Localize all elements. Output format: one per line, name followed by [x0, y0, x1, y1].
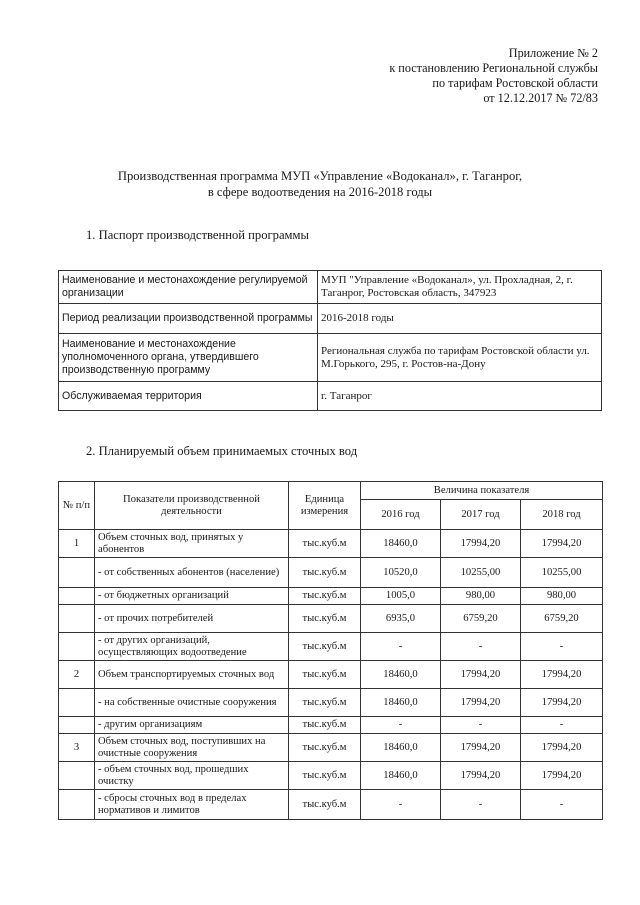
title-line-1: Производственная программа МУП «Управление «Водоканал», г. Таганрог, [117, 169, 523, 183]
row-num-cell [59, 588, 95, 605]
row-num-cell [59, 633, 95, 661]
row-2017-cell: 17994,20 [441, 689, 521, 717]
passport-row [59, 304, 602, 334]
row-2017-cell: - [441, 790, 521, 820]
row-2017-cell: - [441, 633, 521, 661]
row-2018-cell: - [521, 790, 603, 820]
volume-table [58, 481, 603, 820]
row-unit-cell: тыс.куб.м [289, 689, 361, 717]
table-row [59, 558, 603, 588]
table-row [59, 689, 603, 717]
table-row [59, 790, 603, 820]
row-2016-cell: - [361, 790, 441, 820]
row-unit-cell: тыс.куб.м [289, 717, 361, 734]
row-2018-cell: 17994,20 [521, 689, 603, 717]
appendix-line-4: от 12.12.2017 № 72/83 [483, 91, 598, 105]
row-num-cell: 1 [59, 530, 95, 558]
passport-value: г. Таганрог [318, 382, 602, 411]
row-2016-cell: 18460,0 [361, 530, 441, 558]
row-2018-cell: 6759,20 [521, 605, 603, 633]
row-name-cell: - объем сточных вод, прошедших очистку [95, 762, 289, 790]
header-2016: 2016 год [361, 500, 441, 530]
row-num-cell [59, 717, 95, 734]
row-unit-cell: тыс.куб.м [289, 790, 361, 820]
row-2016-cell: 10520,0 [361, 558, 441, 588]
row-2016-cell: 18460,0 [361, 661, 441, 689]
row-name-cell: - сбросы сточных вод в пределах нормативов и лимитов [95, 790, 289, 820]
row-2017-cell: 17994,20 [441, 762, 521, 790]
row-2018-cell: 980,00 [521, 588, 603, 605]
row-name-cell: - от других организаций, осуществляющих водоотведение [95, 633, 289, 661]
appendix-line-2: к постановлению Региональной службы [389, 61, 598, 75]
header-indicator: Показатели производственной деятельности [95, 482, 289, 530]
appendix-line-3: по тарифам Ростовской области [432, 76, 598, 90]
row-2016-cell: 18460,0 [361, 734, 441, 762]
row-2017-cell: 980,00 [441, 588, 521, 605]
row-2016-cell: - [361, 717, 441, 734]
row-num-cell [59, 605, 95, 633]
row-num-cell [59, 558, 95, 588]
table-row [59, 762, 603, 790]
row-2016-cell: 6935,0 [361, 605, 441, 633]
passport-row [59, 334, 602, 382]
row-unit-cell: тыс.куб.м [289, 588, 361, 605]
row-2018-cell: 17994,20 [521, 762, 603, 790]
header-value-group: Величина показателя [361, 482, 603, 500]
row-unit-cell: тыс.куб.м [289, 530, 361, 558]
passport-key: Наименование и местонахождение уполномоченного органа, утвердившего производственную программу [59, 334, 318, 382]
row-2018-cell: 17994,20 [521, 530, 603, 558]
row-2016-cell: 18460,0 [361, 762, 441, 790]
table-row [59, 717, 603, 734]
row-name-cell: - от собственных абонентов (население) [95, 558, 289, 588]
row-2016-cell: 1005,0 [361, 588, 441, 605]
row-num-cell: 2 [59, 661, 95, 689]
row-2018-cell: 17994,20 [521, 734, 603, 762]
passport-key: Обслуживаемая территория [59, 382, 318, 411]
header-row [59, 482, 603, 500]
table-row [59, 605, 603, 633]
document-title [0, 168, 640, 200]
row-num-cell [59, 689, 95, 717]
row-num-cell [59, 762, 95, 790]
passport-value: Региональная служба по тарифам Ростовской области ул. М.Горького, 295, г. Ростов-на-Дону [318, 334, 602, 382]
passport-value: МУП "Управление «Водоканал», ул. Прохладная, 2, г. Таганрог, Ростовская область, 347923 [318, 271, 602, 304]
row-name-cell: Объем сточных вод, поступивших на очистные сооружения [95, 734, 289, 762]
passport-key: Период реализации производственной программы [59, 304, 318, 334]
row-unit-cell: тыс.куб.м [289, 633, 361, 661]
row-unit-cell: тыс.куб.м [289, 558, 361, 588]
row-name-cell: Объем транспортируемых сточных вод [95, 661, 289, 689]
row-2016-cell: 18460,0 [361, 689, 441, 717]
row-2017-cell: 17994,20 [441, 734, 521, 762]
header-2018: 2018 год [521, 500, 603, 530]
row-unit-cell: тыс.куб.м [289, 762, 361, 790]
row-name-cell: - другим организациям [95, 717, 289, 734]
table-row [59, 633, 603, 661]
passport-value: 2016-2018 годы [318, 304, 602, 334]
row-2018-cell: 17994,20 [521, 661, 603, 689]
row-2018-cell: - [521, 633, 603, 661]
row-2017-cell: 17994,20 [441, 530, 521, 558]
title-line-2: в сфере водоотведения на 2016-2018 годы [207, 185, 433, 199]
row-unit-cell: тыс.куб.м [289, 734, 361, 762]
header-2017: 2017 год [441, 500, 521, 530]
section-1-heading: 1. Паспорт производственной программы [86, 228, 309, 242]
section-2-heading: 2. Планируемый объем принимаемых сточных вод [86, 444, 358, 458]
row-name-cell: Объем сточных вод, принятых у абонентов [95, 530, 289, 558]
row-2017-cell: 10255,00 [441, 558, 521, 588]
row-2017-cell: 17994,20 [441, 661, 521, 689]
row-2017-cell: 6759,20 [441, 605, 521, 633]
row-2018-cell: 10255,00 [521, 558, 603, 588]
row-name-cell: - от бюджетных организаций [95, 588, 289, 605]
row-num-cell: 3 [59, 734, 95, 762]
volume-table-body [59, 530, 603, 820]
table-row [59, 588, 603, 605]
passport-key: Наименование и местонахождение регулируемой организации [59, 271, 318, 304]
table-row [59, 530, 603, 558]
row-num-cell [59, 790, 95, 820]
row-name-cell: - на собственные очистные сооружения [95, 689, 289, 717]
row-unit-cell: тыс.куб.м [289, 605, 361, 633]
row-2017-cell: - [441, 717, 521, 734]
appendix-line-1: Приложение № 2 [508, 46, 598, 60]
row-unit-cell: тыс.куб.м [289, 661, 361, 689]
row-2018-cell: - [521, 717, 603, 734]
appendix-header [389, 46, 598, 106]
table-row [59, 734, 603, 762]
row-2016-cell: - [361, 633, 441, 661]
passport-row [59, 382, 602, 411]
header-num: № п/п [59, 482, 95, 530]
header-unit: Единица измерения [289, 482, 361, 530]
row-name-cell: - от прочих потребителей [95, 605, 289, 633]
passport-row [59, 271, 602, 304]
table-row [59, 661, 603, 689]
passport-table [58, 270, 602, 411]
